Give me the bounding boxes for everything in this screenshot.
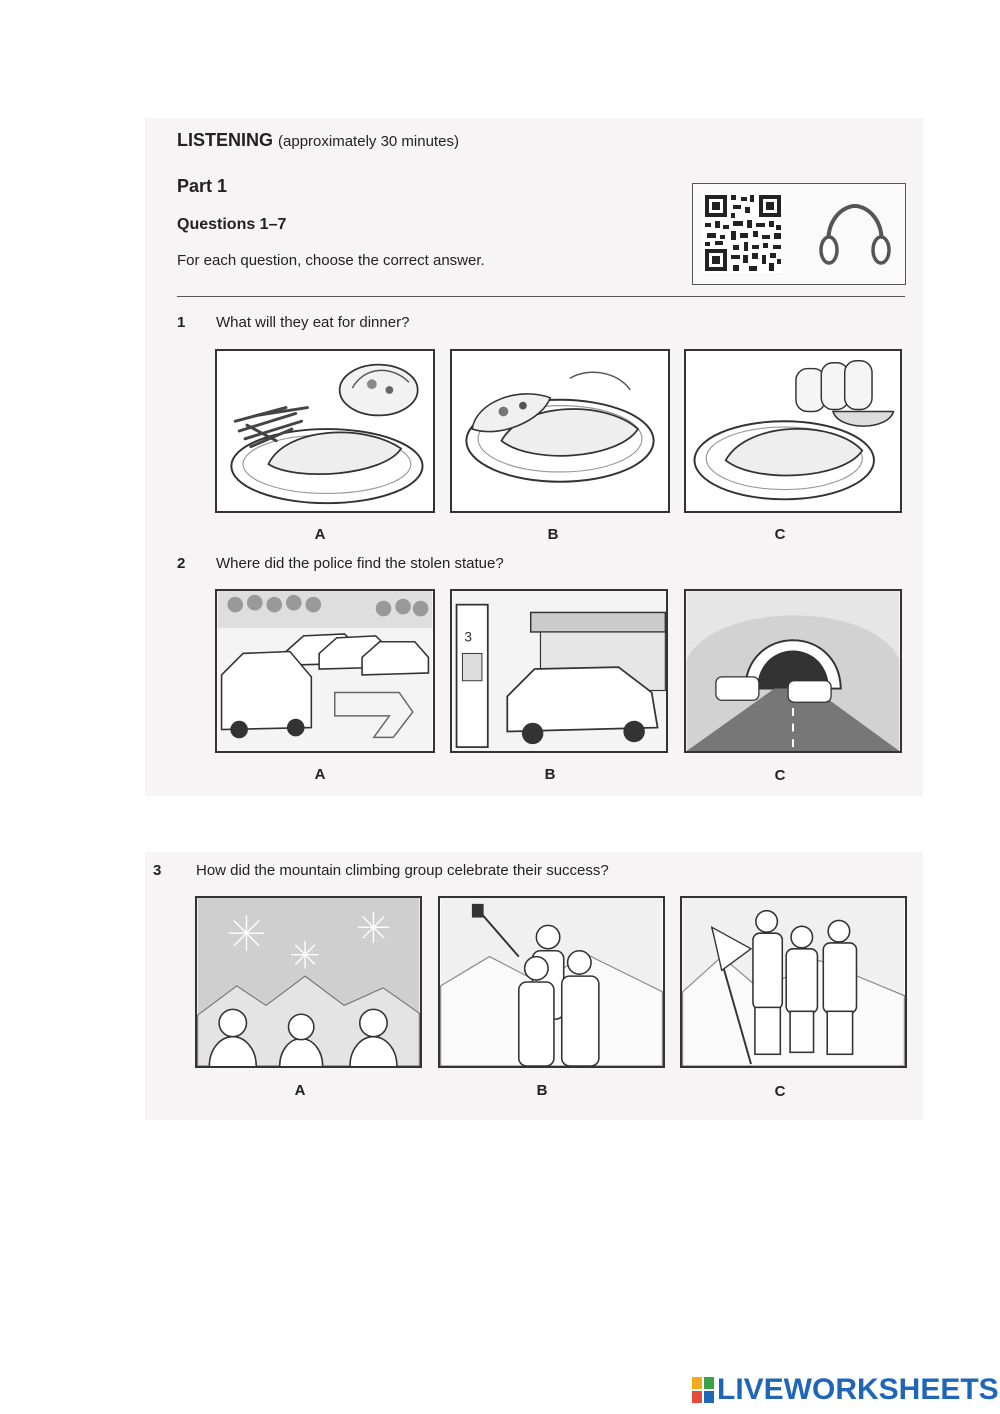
- question-3-text: How did the mountain climbing group celebrate their success?: [196, 862, 609, 879]
- q2-option-c-image[interactable]: [684, 589, 902, 753]
- liveworksheets-logo-icon: [692, 1377, 714, 1403]
- petrol-station-illustration: [452, 591, 666, 751]
- q3-option-b-image[interactable]: [438, 896, 665, 1068]
- q3-option-a-image[interactable]: [195, 896, 422, 1068]
- pump-number-icon: 3: [464, 629, 472, 645]
- question-1-number: 1: [177, 314, 186, 331]
- q2-option-b-image[interactable]: [450, 589, 668, 753]
- q1-option-b-image[interactable]: [450, 349, 670, 513]
- instructions: For each question, choose the correct answer.: [177, 252, 485, 269]
- question-3-number: 3: [153, 862, 162, 879]
- q2-option-a-image[interactable]: [215, 589, 435, 753]
- q1-option-b-label: B: [547, 526, 559, 543]
- group-selfie-illustration: [440, 898, 663, 1066]
- car-park-illustration: [217, 591, 433, 751]
- section-title: [177, 130, 459, 151]
- audio-box[interactable]: [692, 183, 906, 285]
- q2-option-c-label: C: [774, 767, 786, 784]
- section-divider: [177, 296, 905, 297]
- q3-option-c-image[interactable]: [680, 896, 907, 1068]
- question-2-number: 2: [177, 555, 186, 572]
- omelette-salad-illustration: [452, 351, 668, 511]
- fireworks-illustration: [197, 898, 420, 1066]
- q3-option-a-label: A: [294, 1082, 306, 1099]
- headphones-icon: [815, 200, 895, 270]
- q2-option-b-label: B: [544, 766, 556, 783]
- q1-option-a-label: A: [314, 526, 326, 543]
- brand-name: LIVEWORKSHEETS: [717, 1373, 999, 1406]
- questions-range: Questions 1–7: [177, 216, 287, 233]
- omelette-bread-illustration: [686, 351, 900, 511]
- group-flag-illustration: [682, 898, 905, 1066]
- listening-title: LISTENING: [177, 130, 274, 150]
- liveworksheets-brand[interactable]: [692, 1372, 999, 1408]
- q1-option-c-image[interactable]: [684, 349, 902, 513]
- question-2-text: Where did the police find the stolen statue?: [216, 555, 504, 572]
- q3-option-c-label: C: [774, 1083, 786, 1100]
- question-1-text: What will they eat for dinner?: [216, 314, 410, 331]
- q3-option-b-label: B: [536, 1082, 548, 1099]
- duration-note: (approximately 30 minutes): [278, 133, 459, 150]
- q1-option-a-image[interactable]: [215, 349, 435, 513]
- qr-code-icon[interactable]: [703, 193, 783, 273]
- tunnel-illustration: [686, 591, 900, 751]
- q2-option-a-label: A: [314, 766, 326, 783]
- omelette-fries-salad-illustration: [217, 351, 433, 511]
- q1-option-c-label: C: [774, 526, 786, 543]
- part-heading: Part 1: [177, 176, 228, 196]
